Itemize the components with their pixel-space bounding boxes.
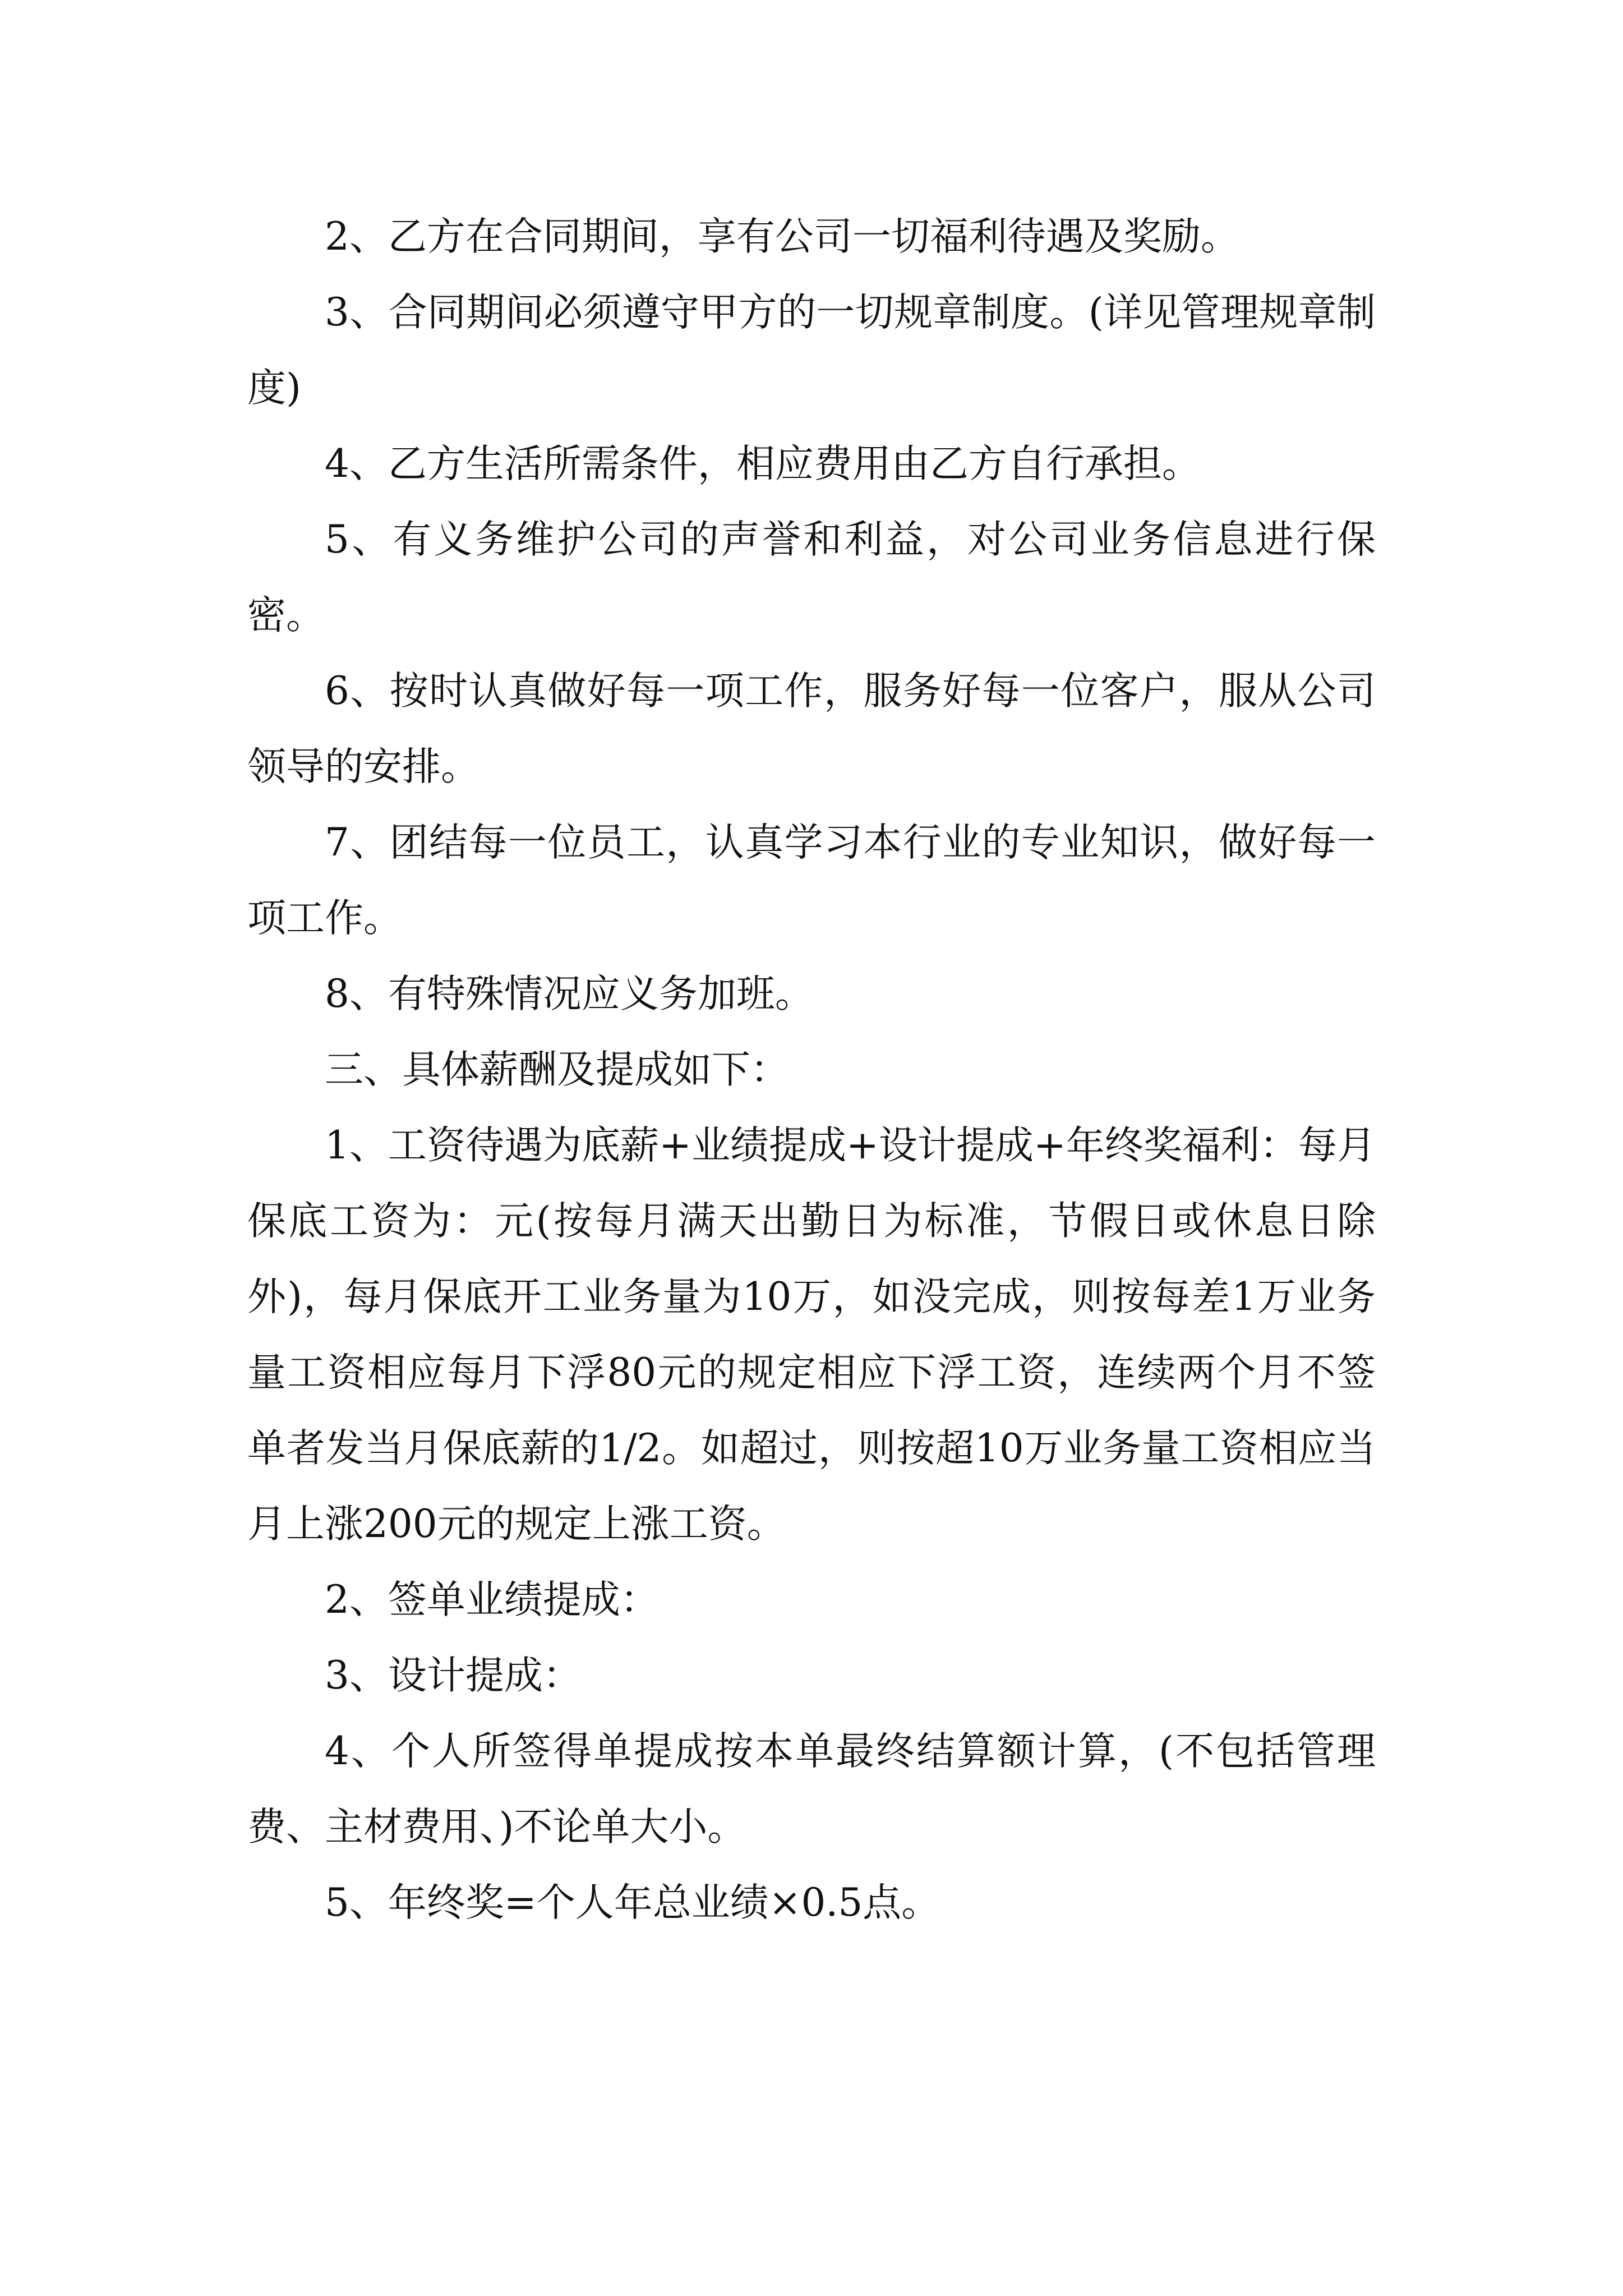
paragraph-benefits: 2、乙方在合同期间，享有公司一切福利待遇及奖励。 <box>325 214 1239 259</box>
paragraph-design-commission: 3、设计提成： <box>325 1653 582 1698</box>
paragraph-work-duties: 6、按时认真做好每一项工作，服务好每一位客户，服从公司领导的安排。 <box>247 669 1376 789</box>
document-body <box>247 199 1376 1941</box>
paragraph-confidentiality: 5、有义务维护公司的声誉和利益，对公司业务信息进行保密。 <box>247 517 1376 638</box>
paragraph-commission-calculation: 4、个人所签得单提成按本单最终结算额计算，(不包括管理费、主材费用、)不论单大小。 <box>247 1729 1376 1849</box>
paragraph-overtime: 8、有特殊情况应义务加班。 <box>325 972 814 1016</box>
paragraph-sales-commission: 2、签单业绩提成： <box>325 1577 659 1622</box>
section-heading-salary: 三、具体薪酬及提成如下： <box>325 1047 789 1092</box>
paragraph-teamwork: 7、团结每一位员工，认真学习本行业的专业知识，做好每一项工作。 <box>247 820 1376 941</box>
paragraph-living-costs: 4、乙方生活所需条件，相应费用由乙方自行承担。 <box>325 441 1201 486</box>
paragraph-salary-details: 1、工资待遇为底薪+业绩提成+设计提成+年终奖福利：每月保底工资为：元(按每月满天出勤日为标准，节假日或休息日除外)，每月保底开工业务量为10万，如没完成，则按每差1万业务量工资相应每月下浮80元的规定相应下浮工资，连续两个月不签单者发当月保底薪的1/2。如超过，则按超10万业务量工资相应当月上涨200元的规定上涨工资。 <box>247 1123 1376 1547</box>
paragraph-year-end-bonus: 5、年终奖=个人年总业绩×0.5点。 <box>325 1880 940 1925</box>
paragraph-rules: 3、合同期间必须遵守甲方的一切规章制度。(详见管理规章制度) <box>247 290 1376 411</box>
